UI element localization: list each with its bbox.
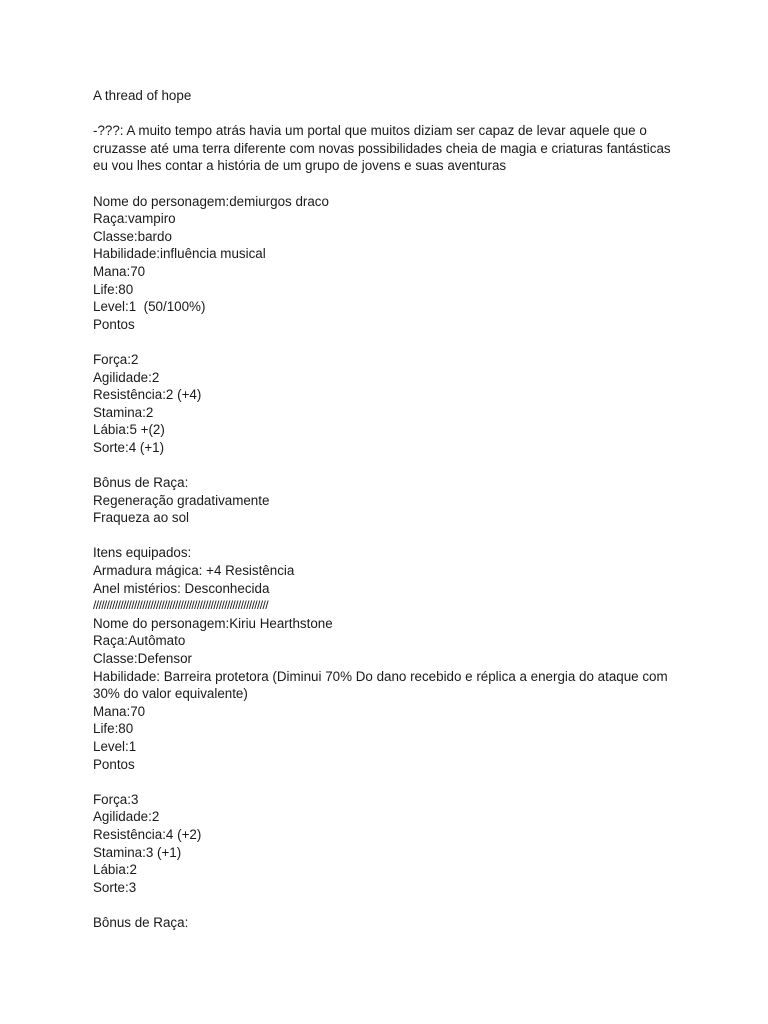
intro-paragraph: -???: A muito tempo atrás havia um portal que muitos diziam ser capaz de levar aquele que o cruzasse até uma terra diferente com novas possibilidades cheia de magia e criaturas fantásticas eu vou lhes contar a história de um grupo de jovens e suas aventuras xyxy=(93,123,671,174)
char2-stat-forca: Força:3 xyxy=(93,791,139,807)
document-title: A thread of hope xyxy=(93,88,192,103)
char1-stat-agilidade: Agilidade:2 xyxy=(93,369,160,385)
char1-stat-sorte: Sorte:4 (+1) xyxy=(93,439,165,455)
blank-line xyxy=(93,773,683,791)
char1-item-1: Armadura mágica: +4 Resistência xyxy=(93,563,295,579)
char1-stat-labia: Lábia:5 +(2) xyxy=(93,422,165,438)
char2-race-bonus-heading: Bônus de Raça: xyxy=(93,914,189,930)
blank-line xyxy=(93,175,683,193)
char2-stat-agilidade: Agilidade:2 xyxy=(93,809,160,825)
char1-ability: Habilidade:influência musical xyxy=(93,246,266,262)
char1-mana: Mana:70 xyxy=(93,263,146,279)
char2-race: Raça:Autômato xyxy=(93,633,186,649)
char1-stat-resistencia: Resistência:2 (+4) xyxy=(93,387,202,403)
char1-race-bonus-heading: Bônus de Raça: xyxy=(93,475,189,491)
char2-ability: Habilidade: Barreira protetora (Diminui 70% Do dano recebido e réplica a energia do ataque com 30% do valor equivalente) xyxy=(93,668,668,702)
char1-name: Nome do personagem:demiurgos draco xyxy=(93,193,329,209)
blank-line xyxy=(93,105,683,123)
char1-class: Classe:bardo xyxy=(93,228,172,244)
blank-line xyxy=(93,896,683,914)
section-separator: //////////////////////////////////////////////////////////////// xyxy=(93,598,268,613)
char1-points: Pontos xyxy=(93,316,135,332)
char2-stat-stamina: Stamina:3 (+1) xyxy=(93,844,182,860)
char1-life: Life:80 xyxy=(93,281,134,297)
char1-race: Raça:vampiro xyxy=(93,211,176,227)
char2-stat-sorte: Sorte:3 xyxy=(93,879,137,895)
char2-life: Life:80 xyxy=(93,721,134,737)
char2-stat-resistencia: Resistência:4 (+2) xyxy=(93,826,202,842)
char1-item-2: Anel mistérios: Desconhecida xyxy=(93,580,270,596)
char2-stat-labia: Lábia:2 xyxy=(93,862,137,878)
blank-line xyxy=(93,333,683,351)
char2-mana: Mana:70 xyxy=(93,703,146,719)
document-body xyxy=(93,87,683,932)
char1-race-bonus-1: Regeneração gradativamente xyxy=(93,492,270,508)
blank-line xyxy=(93,527,683,545)
char2-level: Level:1 xyxy=(93,738,137,754)
char2-name: Nome do personagem:Kiriu Hearthstone xyxy=(93,615,333,631)
char1-race-bonus-2: Fraqueza ao sol xyxy=(93,510,190,526)
char2-points: Pontos xyxy=(93,756,135,772)
char2-class: Classe:Defensor xyxy=(93,651,192,666)
char1-items-heading: Itens equipados: xyxy=(93,545,192,561)
char1-level: Level:1 (50/100%) xyxy=(93,299,206,315)
char1-stat-forca: Força:2 xyxy=(93,351,139,367)
char1-stat-stamina: Stamina:2 xyxy=(93,404,154,420)
blank-line xyxy=(93,456,683,474)
